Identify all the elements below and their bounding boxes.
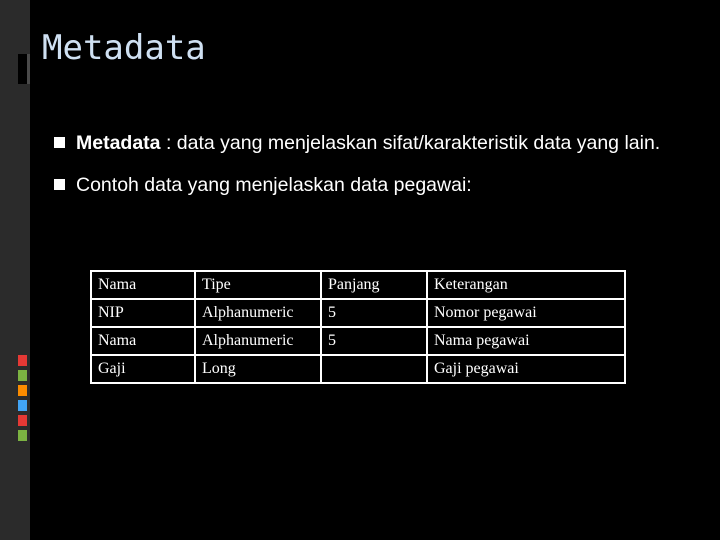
accent-bar <box>18 385 27 396</box>
bullet-bold-term: Metadata <box>76 132 161 154</box>
table-cell: Long <box>195 355 321 383</box>
title-marker <box>18 54 27 84</box>
table-cell: 5 <box>321 327 427 355</box>
accent-bars <box>18 355 27 445</box>
bullet-item <box>54 130 674 156</box>
table-cell: Gaji pegawai <box>427 355 625 383</box>
table-cell: Nama <box>91 327 195 355</box>
bullet-text: : data yang menjelaskan sifat/karakteristik data yang lain. <box>160 132 661 154</box>
bullet-list <box>54 130 674 214</box>
metadata-table <box>90 270 626 384</box>
accent-bar <box>18 370 27 381</box>
bullet-text: Contoh data yang menjelaskan data pegawai: <box>76 174 472 196</box>
table-cell: Alphanumeric <box>195 327 321 355</box>
table-cell: Nomor pegawai <box>427 299 625 327</box>
table-row <box>91 355 625 383</box>
accent-bar <box>18 430 27 441</box>
table-row <box>91 299 625 327</box>
table-header-cell: Panjang <box>321 271 427 299</box>
accent-bar <box>18 400 27 411</box>
table-cell: NIP <box>91 299 195 327</box>
bullet-square-icon <box>54 179 65 190</box>
slide-title: Metadata <box>42 28 206 68</box>
table-header-cell: Keterangan <box>427 271 625 299</box>
table-cell: 5 <box>321 299 427 327</box>
table-header-cell: Nama <box>91 271 195 299</box>
bullet-item <box>54 172 674 198</box>
table-cell: Gaji <box>91 355 195 383</box>
table-cell <box>321 355 427 383</box>
table-row <box>91 327 625 355</box>
accent-bar <box>18 415 27 426</box>
title-marker-edge <box>27 54 30 84</box>
table-header-cell: Tipe <box>195 271 321 299</box>
accent-bar <box>18 355 27 366</box>
table-cell: Nama pegawai <box>427 327 625 355</box>
table-header-row <box>91 271 625 299</box>
bullet-square-icon <box>54 137 65 148</box>
table-cell: Alphanumeric <box>195 299 321 327</box>
